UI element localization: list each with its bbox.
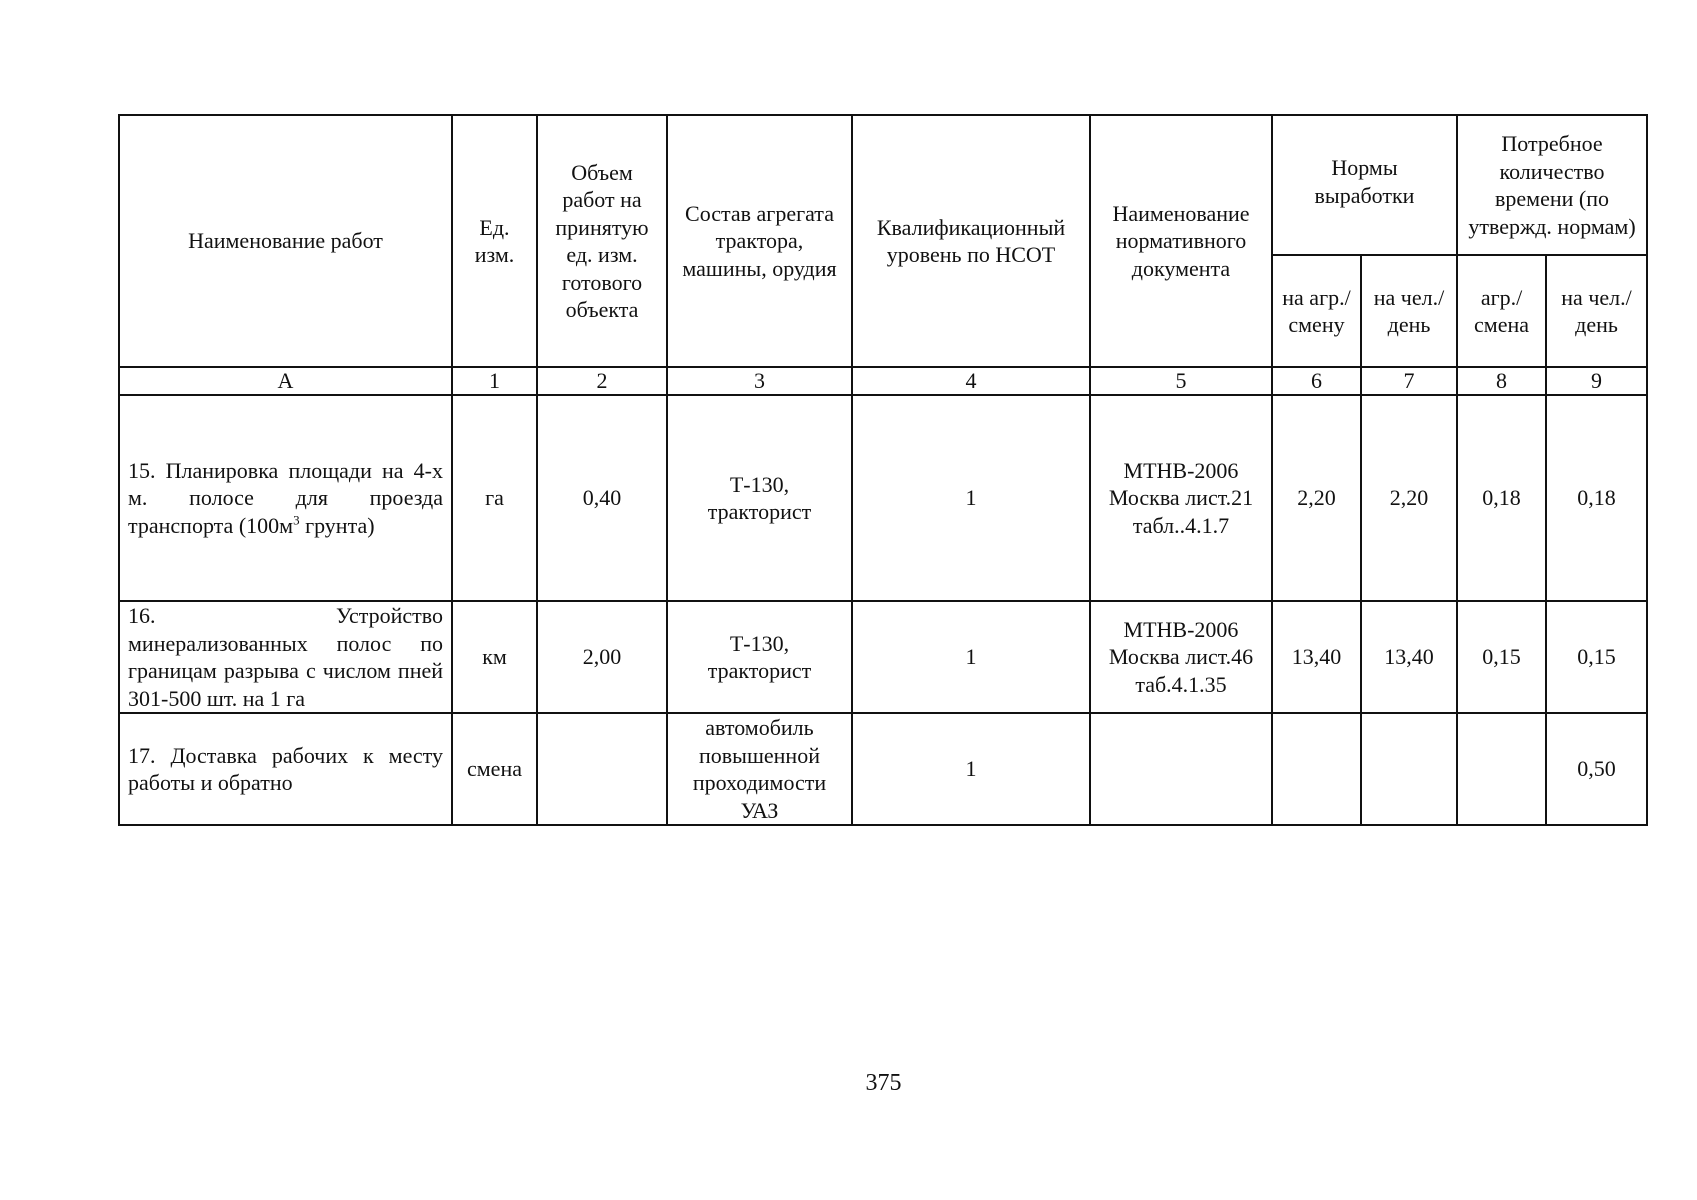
volume-cell: 0,40 bbox=[537, 395, 667, 601]
column-number: 8 bbox=[1457, 367, 1546, 395]
unit-cell: смена bbox=[452, 713, 537, 825]
header-name: Наименование работ bbox=[119, 115, 452, 367]
work-name: 15. Планировка площади на 4-х м. полосе для проезда транспорта (100м bbox=[128, 457, 443, 538]
table-row bbox=[119, 395, 1647, 601]
work-name-cell bbox=[119, 395, 452, 601]
work-name-tail: грунта) bbox=[299, 512, 375, 538]
column-number: 1 bbox=[452, 367, 537, 395]
norm-man-cell: 13,40 bbox=[1361, 601, 1457, 713]
composition-cell: автомобиль повышенной проходимости УАЗ bbox=[667, 713, 852, 825]
norm-man-cell: 2,20 bbox=[1361, 395, 1457, 601]
header-norms-agr: на агр./ смену bbox=[1272, 255, 1361, 367]
header-volume: Объем работ на принятую ед. изм. готового объекта bbox=[537, 115, 667, 367]
work-norms-table bbox=[118, 114, 1648, 826]
column-number: 9 bbox=[1546, 367, 1647, 395]
composition-cell: Т-130, тракторист bbox=[667, 395, 852, 601]
column-number: 4 bbox=[852, 367, 1090, 395]
column-number: 7 bbox=[1361, 367, 1457, 395]
document-cell: МТНВ-2006 Москва лист.21 табл..4.1.7 bbox=[1090, 395, 1272, 601]
header-qualification: Квалификационный уровень по НСОТ bbox=[852, 115, 1090, 367]
unit-cell: км bbox=[452, 601, 537, 713]
unit-cell: га bbox=[452, 395, 537, 601]
time-agr-cell: 0,15 bbox=[1457, 601, 1546, 713]
header-row-top bbox=[119, 115, 1647, 255]
time-man-cell: 0,50 bbox=[1546, 713, 1647, 825]
header-document: Наименование нормативного документа bbox=[1090, 115, 1272, 367]
volume-cell bbox=[537, 713, 667, 825]
header-norms-man: на чел./ день bbox=[1361, 255, 1457, 367]
document-cell bbox=[1090, 713, 1272, 825]
column-number: А bbox=[119, 367, 452, 395]
work-name-cell: 16. Устройство минерализованных полос по границам разрыва с числом пней 301-500 шт. на 1 га bbox=[119, 601, 452, 713]
header-time-agr: агр./ смена bbox=[1457, 255, 1546, 367]
column-number-row bbox=[119, 367, 1647, 395]
table-row bbox=[119, 601, 1647, 713]
header-time-required: Потребное количество времени (по утвержд. нормам) bbox=[1457, 115, 1647, 255]
column-number: 5 bbox=[1090, 367, 1272, 395]
time-man-cell: 0,15 bbox=[1546, 601, 1647, 713]
superscript: 3 bbox=[293, 512, 300, 528]
header-composition: Состав агрегата трактора, машины, орудия bbox=[667, 115, 852, 367]
page-number: 375 bbox=[865, 1070, 902, 1096]
column-number: 3 bbox=[667, 367, 852, 395]
work-name-cell: 17. Доставка рабочих к месту работы и обратно bbox=[119, 713, 452, 825]
norm-agr-cell bbox=[1272, 713, 1361, 825]
document-cell: МТНВ-2006 Москва лист.46 таб.4.1.35 bbox=[1090, 601, 1272, 713]
table-row bbox=[119, 713, 1647, 825]
norm-man-cell bbox=[1361, 713, 1457, 825]
column-number: 2 bbox=[537, 367, 667, 395]
time-agr-cell bbox=[1457, 713, 1546, 825]
qualification-cell: 1 bbox=[852, 395, 1090, 601]
header-norms: Нормы выработки bbox=[1272, 115, 1457, 255]
header-time-man: на чел./ день bbox=[1546, 255, 1647, 367]
time-agr-cell: 0,18 bbox=[1457, 395, 1546, 601]
qualification-cell: 1 bbox=[852, 713, 1090, 825]
header-unit: Ед. изм. bbox=[452, 115, 537, 367]
norm-agr-cell: 2,20 bbox=[1272, 395, 1361, 601]
column-number: 6 bbox=[1272, 367, 1361, 395]
norm-agr-cell: 13,40 bbox=[1272, 601, 1361, 713]
composition-cell: Т-130, тракторист bbox=[667, 601, 852, 713]
time-man-cell: 0,18 bbox=[1546, 395, 1647, 601]
qualification-cell: 1 bbox=[852, 601, 1090, 713]
volume-cell: 2,00 bbox=[537, 601, 667, 713]
